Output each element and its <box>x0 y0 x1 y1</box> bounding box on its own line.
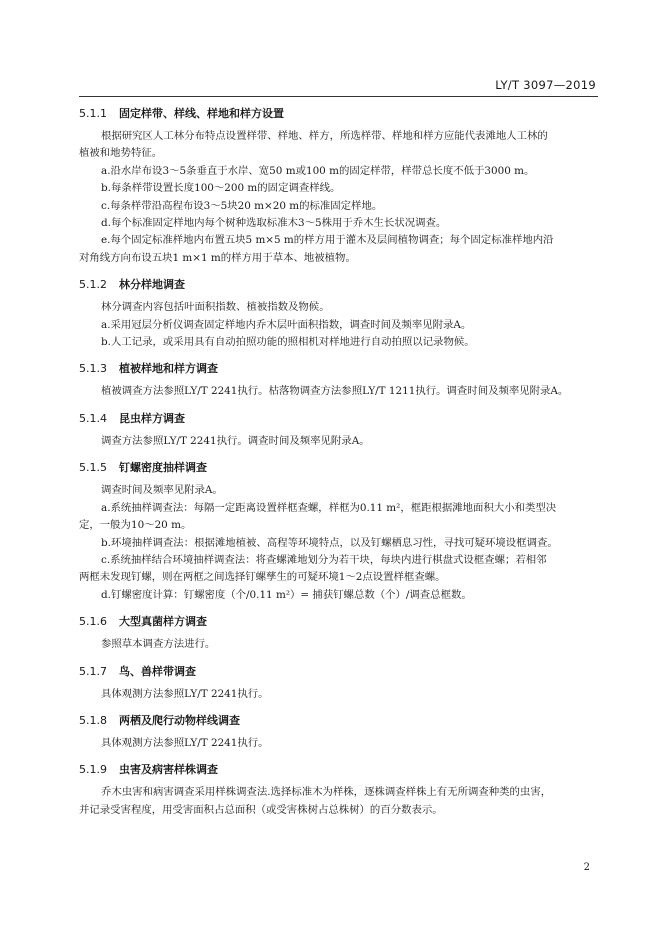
section-5-1-5 <box>79 460 598 604</box>
header-rule <box>79 96 598 97</box>
list-item-b: b.环境抽样调查法：根据滩地植被、高程等环境特点，以及钉螺栖息习性，寻找可疑环境设框调查。 <box>101 536 558 549</box>
section-5-1-7 <box>79 664 598 703</box>
section-heading: 5.1.7 鸟、兽样带调查 <box>79 664 196 678</box>
paragraph-continuation: 对角线方向布设五块1 m×1 m的样方用于草本、地被植物。 <box>79 251 356 264</box>
header-code: LY/T 3097—2019 <box>495 78 596 92</box>
document-body <box>79 106 598 819</box>
section-heading: 5.1.9 虫害及病害样株调查 <box>79 763 218 777</box>
section-5-1-4 <box>79 411 598 450</box>
paragraph: 参照草本调查方法进行。 <box>101 638 216 651</box>
list-item-a: a.沿水岸布设3～5条垂直于水岸、宽50 m或100 m的固定样带，样带总长度不低于3000 m。 <box>101 164 535 177</box>
paragraph: 调查方法参照LY/T 2241执行。调查时间及频率见附录A。 <box>101 434 370 447</box>
section-5-1-3 <box>79 361 598 400</box>
section-5-1-2 <box>79 277 598 351</box>
section-heading: 5.1.3 植被样地和样方调查 <box>79 362 218 376</box>
list-item-b: b.人工记录，或采用具有自动拍照功能的照相机对样地进行自动拍照以记录物候。 <box>101 336 475 349</box>
section-heading: 5.1.1 固定样带、样线、样地和样方设置 <box>79 107 284 120</box>
paragraph-continuation: 定，一般为10～20 m。 <box>79 519 192 532</box>
paragraph: 根据研究区人工林分布特点设置样带、样地、样方，所选样带、样地和样方应能代表滩地人工林的 <box>101 130 548 142</box>
paragraph-continuation: 并记录受害程度，用受害面积占总面积（或受害株树占总株树）的百分数表示。 <box>79 803 443 816</box>
section-5-1-6 <box>79 614 598 653</box>
list-item-d: d.钉螺密度计算：钉螺密度（个/0.11 m²）= 捕获钉螺总数（个）/调查总框数。 <box>101 588 472 601</box>
list-item-b: b.每条样带设置长度100～200 m的固定调查样线。 <box>101 182 341 195</box>
section-5-1-1 <box>79 106 598 267</box>
list-item-c: c.系统抽样结合环境抽样调查法：将查螺滩地划分为若干块，每块内进行棋盘式设框查螺；若相邻 <box>101 553 547 566</box>
page-number: 2 <box>583 862 590 873</box>
section-heading: 5.1.2 林分样地调查 <box>79 278 185 292</box>
section-heading: 5.1.8 两栖及爬行动物样线调查 <box>79 713 240 727</box>
paragraph: 具体观测方法参照LY/T 2241执行。 <box>101 736 269 749</box>
paragraph: 植被调查方法参照LY/T 2241执行。枯落物调查方法参照LY/T 1211执行。调查时间及频率见附录A。 <box>101 385 569 398</box>
list-item-a: a.采用冠层分析仪调查固定样地内乔木层叶面积指数，调查时间及频率见附录A。 <box>101 318 472 331</box>
list-item-c: c.每条样带沿高程布设3～5块20 m×20 m的标准固定样地。 <box>101 199 383 212</box>
section-heading: 5.1.4 昆虫样方调查 <box>79 411 185 425</box>
paragraph-continuation: 两框未发现钉螺，则在两框之间选择钉螺孳生的可疑环境1～2点设置样框查螺。 <box>79 571 446 584</box>
paragraph: 林分调查内容包括叶面积指数、植被指数及物候。 <box>101 301 330 314</box>
paragraph: 乔木虫害和病害调查采用样株调查法.选择标准木为样株，逐株调查样株上有无所调查种类的虫害， <box>101 786 552 799</box>
section-heading: 5.1.5 钉螺密度抽样调查 <box>79 461 207 475</box>
paragraph: 具体观测方法参照LY/T 2241执行。 <box>101 687 269 700</box>
section-heading: 5.1.6 大型真菌样方调查 <box>79 615 207 629</box>
list-item-a: a.系统抽样调查法：每隔一定距离设置样框查螺，样框为0.11 m²，框距根据滩地面积大小和类型决 <box>101 501 557 514</box>
section-5-1-9 <box>79 762 598 819</box>
paragraph-continuation: 植被和地势特征。 <box>79 147 163 160</box>
list-item-e: e.每个固定标准样地内布置五块5 m×5 m的样方用于灌木及层间植物调查；每个固定标准样地内沿 <box>101 234 554 247</box>
list-item-d: d.每个标准固定样地内每个树种选取标准木3～5株用于乔木生长状况调查。 <box>101 217 447 230</box>
paragraph: 调查时间及频率见附录A。 <box>101 484 223 497</box>
section-5-1-8 <box>79 713 598 752</box>
